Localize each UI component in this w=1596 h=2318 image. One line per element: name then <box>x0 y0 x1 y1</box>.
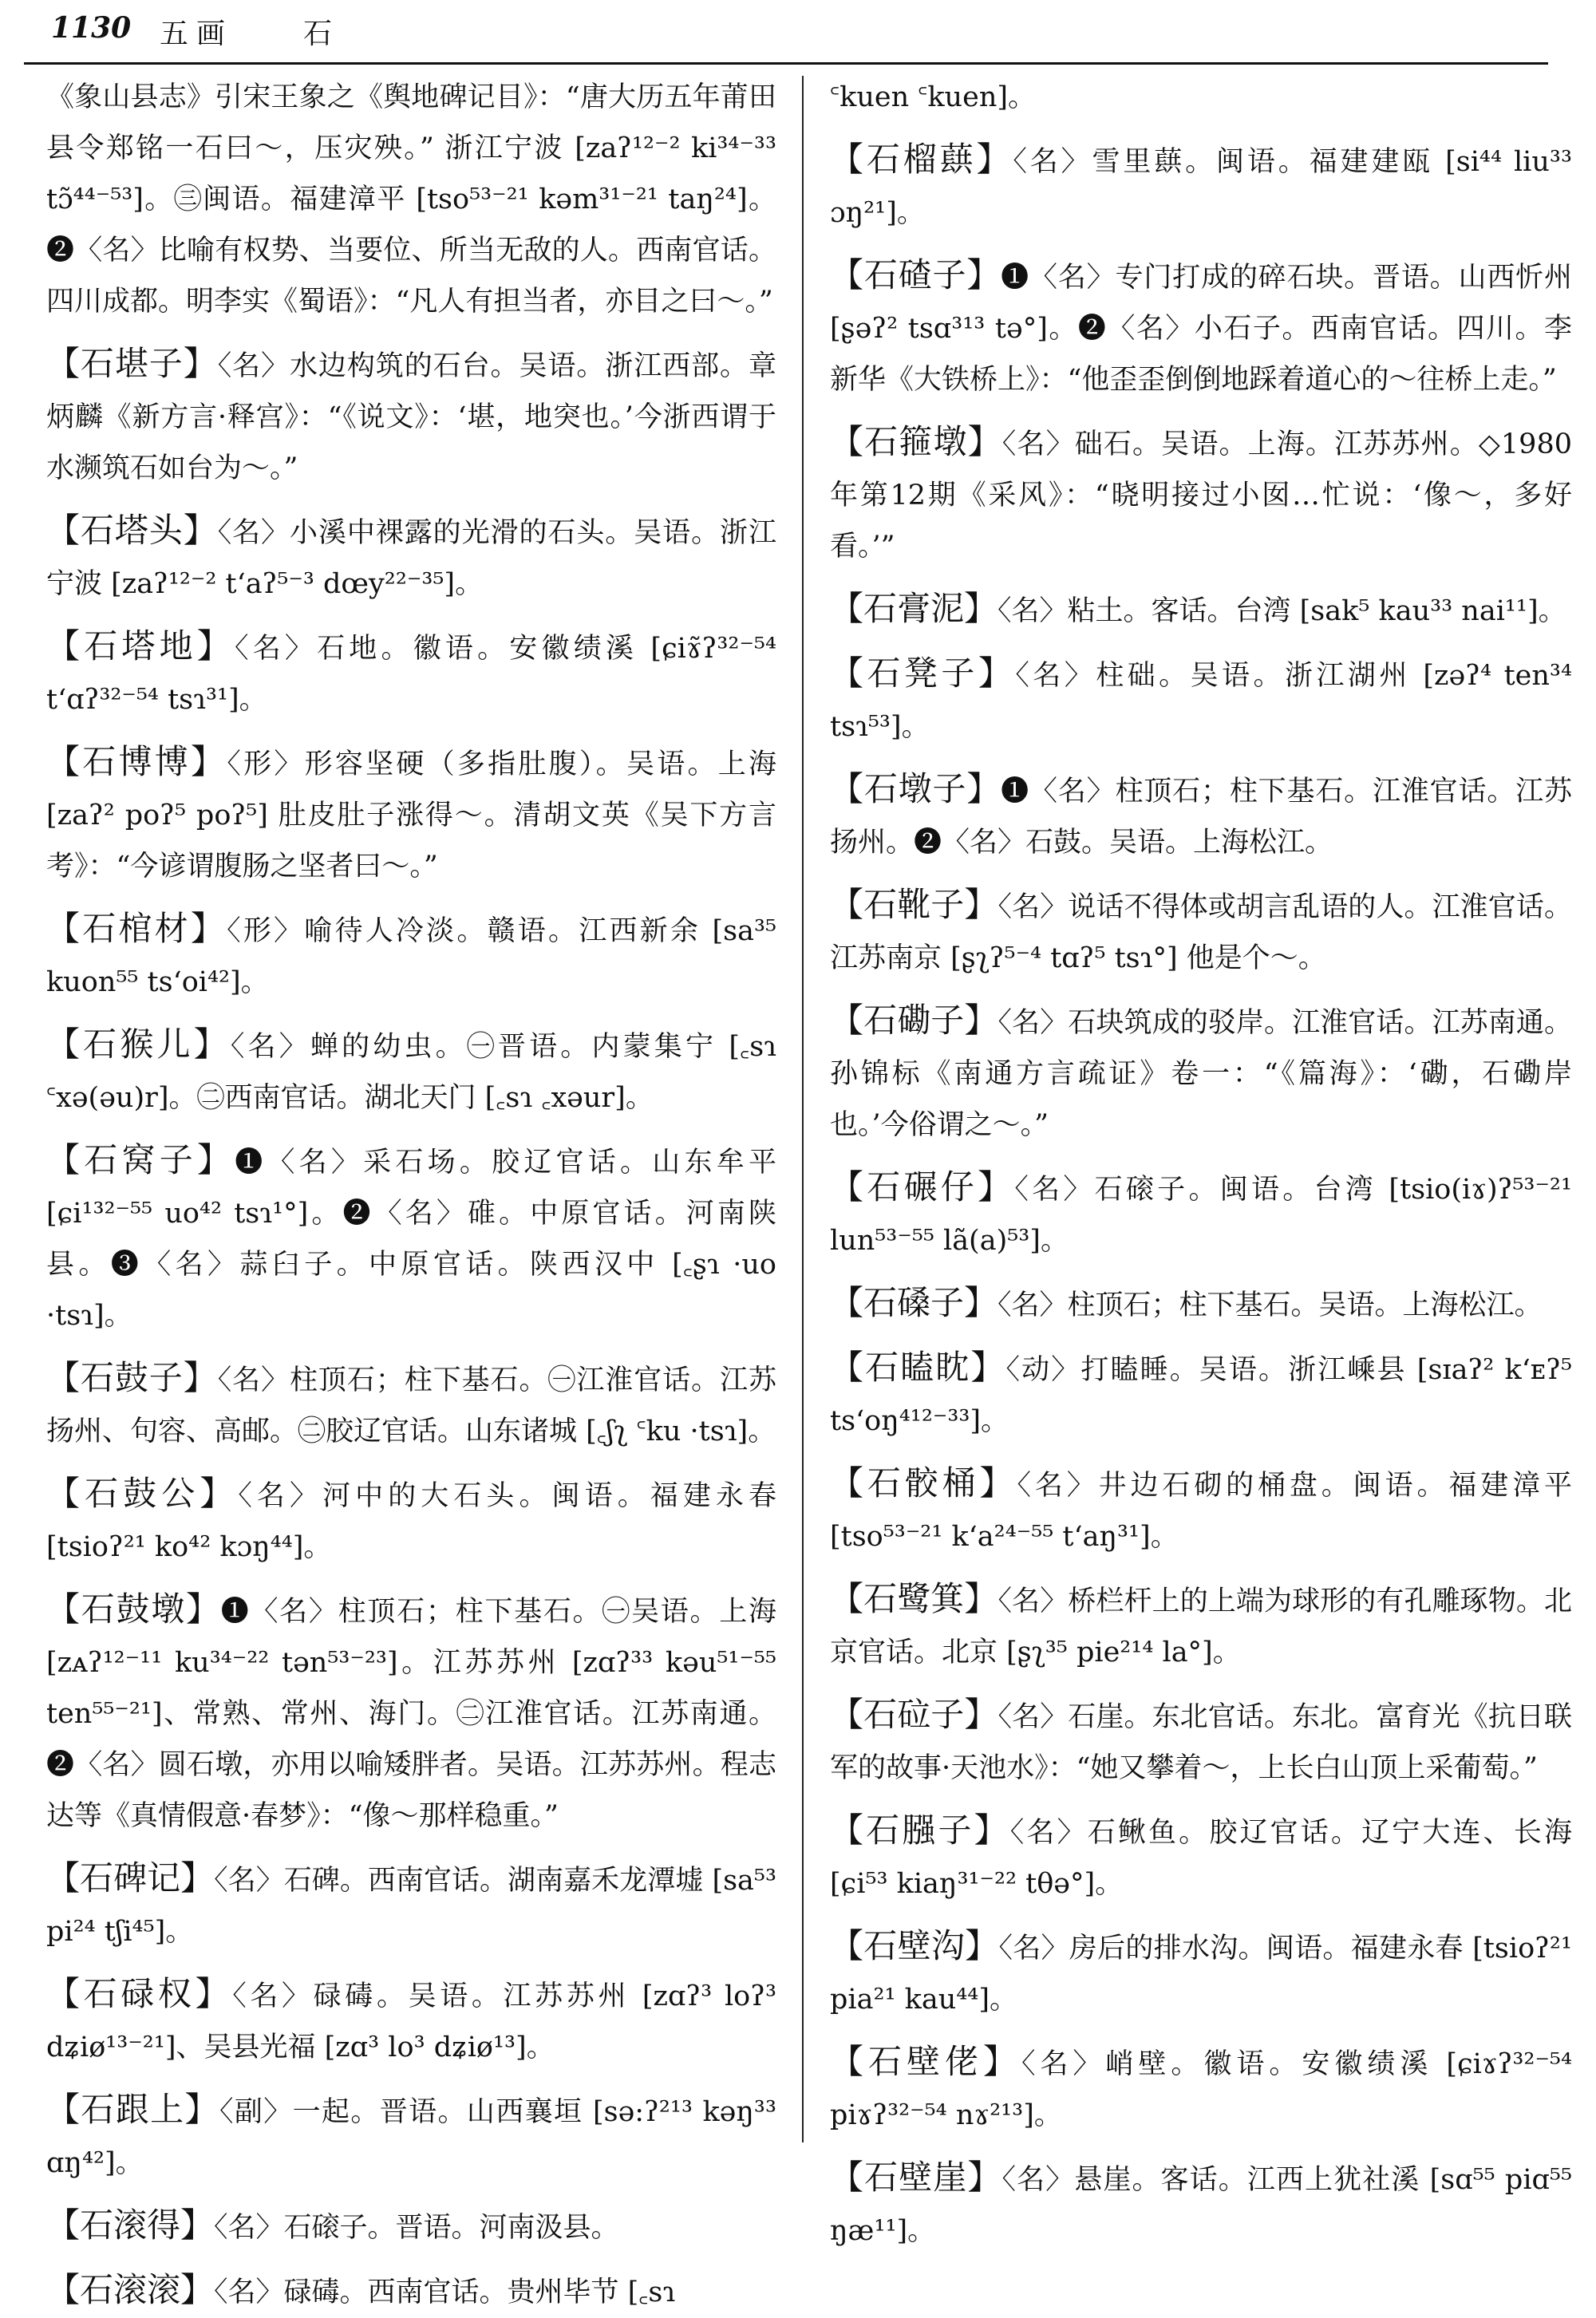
entry-headword: 【石堪子】 <box>46 344 218 383</box>
entry-definition: 〈名〉柱础。吴语。浙江湖州 [zəʔ⁴ ten³⁴ tsɿ⁵³]。 <box>830 660 1572 743</box>
entry-definition: 〈名〉房后的排水沟。闽语。福建永春 [tsioʔ²¹ pia²¹ kau⁴⁴]。 <box>830 1933 1572 2016</box>
entry-headword: 【石碌权】 <box>46 1974 233 2013</box>
page-header <box>24 0 1548 65</box>
dictionary-entry <box>830 2152 1572 2257</box>
entry-headword: 【石碴子】 <box>830 255 1001 294</box>
dictionary-entry <box>830 1162 1572 1266</box>
dictionary-entry <box>46 505 776 610</box>
dictionary-entry <box>46 736 776 892</box>
dictionary-entry <box>46 72 776 327</box>
entry-definition: 《象山县志》引宋王象之《舆地碑记目》：“唐大历五年莆田县令郑铭一石曰～，压灾殃。” 浙江宁波 [zaʔ¹²⁻² ki³⁴⁻³³ tɔ̃⁴⁴⁻⁵³]。㊂闽语。福建漳平 [tso⁵³⁻²¹ kəm³¹⁻²¹ taŋ²⁴]。❷〈名〉比喻有权势、当要位、所当无敌的人。西南官话。四川成都。明李实《蜀语》：“凡人有担当者，亦目之曰～。” <box>46 81 776 318</box>
entry-definition: 〈副〉一起。晋语。山西襄垣 [sə:ʔ²¹³ kəŋ³³ ɑŋ⁴²]。 <box>46 2096 776 2179</box>
dictionary-entry <box>46 1135 776 1341</box>
dictionary-entry <box>830 1342 1572 1447</box>
dictionary-entry <box>46 1853 776 1957</box>
stroke-count: 五画 <box>160 18 234 50</box>
dictionary-entry <box>830 1277 1572 1331</box>
entry-headword: 【石凳子】 <box>830 654 1016 693</box>
dictionary-entry <box>46 621 776 725</box>
entry-definition: 〈名〉雪里蕻。闽语。福建建瓯 [si⁴⁴ liu³³ ɔŋ²¹]。 <box>830 146 1572 229</box>
dictionary-entry <box>46 338 776 494</box>
entry-definition: 〈名〉石磙子。晋语。河南汲县。 <box>214 2212 619 2244</box>
entry-headword: 【石棺材】 <box>46 909 227 948</box>
dictionary-entry <box>830 1574 1572 1678</box>
entry-definition: 〈名〉石地。徽语。安徽绩溪 [ɕiɤ̃ʔ³²⁻⁵⁴ t‘ɑʔ³²⁻⁵⁴ tsɿ³¹]。 <box>46 633 776 716</box>
dictionary-entry <box>830 648 1572 752</box>
entry-headword: 【石骹桶】 <box>830 1463 1017 1503</box>
entry-headword: 【石碾仔】 <box>830 1167 1015 1206</box>
entry-headword: 【石鹭箕】 <box>830 1579 998 1618</box>
entry-definition: 〈名〉柱顶石；柱下基石。吴语。上海松江。 <box>998 1289 1543 1321</box>
dictionary-entry <box>46 903 776 1008</box>
dictionary-entry <box>830 2036 1572 2141</box>
entry-definition: ❶〈名〉专门打成的碎石块。晋语。山西忻州 [ʂəʔ² tsɑ³¹³ tə°]。❷〈名〉小石子。西南官话。四川。李新华《大铁桥上》：“他歪歪倒倒地踩着道心的～往桥上走。” <box>830 262 1572 396</box>
dictionary-entry <box>830 583 1572 637</box>
entry-headword: 【石塔地】 <box>46 626 235 665</box>
dictionary-entry <box>830 1921 1572 2025</box>
entry-headword: 【石磡子】 <box>830 1001 998 1040</box>
entry-definition: 〈名〉蝉的幼虫。㊀晋语。内蒙集宁 [꜀sɿ ꜂xə(əu)r]。㊁西南官话。湖北天门 [꜀sɿ ꜀xəur]。 <box>46 1031 776 1114</box>
entry-definition: ❶〈名〉柱顶石；柱下基石。㊀吴语。上海 [zᴀʔ¹²⁻¹¹ ku³⁴⁻²² tən⁵³⁻²³]。江苏苏州 [zɑʔ³³ kəu⁵¹⁻⁵⁵ ten⁵⁵⁻²¹]、常熟、常州、海门。㊁江淮官话。江苏南通。❷〈名〉圆石墩，亦用以喻矮胖者。吴语。江苏苏州。程志达等《真情假意·春梦》：“像～那样稳重。” <box>46 1596 776 1832</box>
entry-headword: 【石鼓公】 <box>46 1474 239 1513</box>
entry-definition: ❶〈名〉采石场。胶辽官话。山东牟平 [ɕi¹³²⁻⁵⁵ uo⁴² tsɿ¹°]。❷〈名〉碓。中原官话。河南陕县。❸〈名〉蒜臼子。中原官话。陕西汉中 [꜀ʂɿ ·uo ·tsɿ]。 <box>46 1147 776 1332</box>
entry-definition: 〈名〉石碑。西南官话。湖南嘉禾龙潭墟 [sa⁵³ pi²⁴ tʃi⁴⁵]。 <box>46 1865 776 1948</box>
entry-definition: 〈名〉井边石砌的桶盘。闽语。福建漳平 [tso⁵³⁻²¹ k‘a²⁴⁻⁵⁵ t‘aŋ³¹]。 <box>830 1470 1572 1553</box>
entry-headword: 【石猴儿】 <box>46 1025 231 1064</box>
entry-headword: 【石窝子】 <box>46 1140 235 1179</box>
dictionary-entry <box>46 2084 776 2189</box>
radical: 石 <box>303 18 333 50</box>
entry-definition: 〈形〉形容坚硬（多指肚腹）。吴语。上海 [zaʔ² poʔ⁵ poʔ⁵] 肚皮肚子涨得～。清胡文英《吴下方言考》：“今谚谓腹肠之坚者曰～。” <box>46 748 776 883</box>
entry-headword: 【石壁沟】 <box>830 1926 999 1965</box>
entry-headword: 【石鼓墩】 <box>46 1589 221 1629</box>
entry-headword: 【石碑记】 <box>46 1858 215 1897</box>
entry-definition: 〈名〉础石。吴语。上海。江苏苏州。◇1980年第12期《采风》：“晓明接过小囡…忙说：‘像～，多好看。’” <box>830 428 1572 563</box>
entry-headword: 【石博博】 <box>46 742 227 781</box>
entry-definition: 〈名〉小溪中裸露的光滑的石头。吴语。浙江宁波 [zaʔ¹²⁻² t‘aʔ⁵⁻³ dœy²²⁻³⁵]。 <box>46 517 776 600</box>
dictionary-entry <box>830 879 1572 984</box>
dictionary-entry <box>46 1969 776 2073</box>
dictionary-entry <box>830 250 1572 405</box>
dictionary-entry <box>830 72 1572 123</box>
right-column <box>830 72 1572 2247</box>
dictionary-entry <box>46 1468 776 1573</box>
dictionary-entry <box>46 2265 776 2318</box>
column-divider <box>802 76 804 2142</box>
dictionary-entry <box>46 2200 776 2253</box>
entry-headword: 【石滚滚】 <box>46 2270 215 2309</box>
dictionary-entry <box>830 1689 1572 1794</box>
entry-headword: 【石滚得】 <box>46 2205 215 2245</box>
entry-definition: 〈形〉喻待人冷淡。赣语。江西新余 [sa³⁵ kuon⁵⁵ ts‘oi⁴²]。 <box>46 915 776 998</box>
entry-headword: 【石榴蕻】 <box>830 140 1013 179</box>
dictionary-entry <box>46 1019 776 1123</box>
dictionary-entry <box>46 1352 776 1457</box>
dictionary-entry <box>830 995 1572 1151</box>
entry-definition: 〈名〉河中的大石头。闽语。福建永春 [tsioʔ²¹ ko⁴² kɔŋ⁴⁴]。 <box>46 1480 776 1563</box>
dictionary-entry <box>830 1805 1572 1909</box>
entry-headword: 【石塔头】 <box>46 511 218 550</box>
entry-definition: 〈名〉碌碡。吴语。江苏苏州 [zɑʔ³ loʔ³ dʑiø¹³⁻²¹]、吴县光福 [zɑ³ lo³ dʑiø¹³]。 <box>46 1980 776 2063</box>
entry-headword: 【石跟上】 <box>46 2090 219 2129</box>
entry-definition: 〈名〉碌碡。西南官话。贵州毕节 [꜀sɿ <box>214 2277 676 2308</box>
dictionary-entry <box>830 764 1572 868</box>
entry-definition: 〈名〉桥栏杆上的上端为球形的有孔雕琢物。北京官话。北京 [ʂʅ³⁵ pie²¹⁴ la°]。 <box>830 1585 1572 1668</box>
entry-headword: 【石膙子】 <box>830 1811 1010 1850</box>
entry-definition: 〈名〉石鳅鱼。胶辽官话。辽宁大连、长海 [ɕi⁵³ kiaŋ³¹⁻²² tθə°]。 <box>830 1817 1572 1900</box>
entry-definition: 〈名〉柱顶石；柱下基石。㊀江淮官话。江苏扬州、句容、高邮。㊁胶辽官话。山东诸城 [꜀ʃʅ ꜂ku ·tsɿ]。 <box>46 1364 776 1447</box>
entry-definition: 〈名〉石磙子。闽语。台湾 [tsio(iɤ)ʔ⁵³⁻²¹ lun⁵³⁻⁵⁵ lã(a)⁵³]。 <box>830 1174 1572 1257</box>
entry-definition: 〈名〉峭壁。徽语。安徽绩溪 [ɕiɤʔ³²⁻⁵⁴ piɤʔ³²⁻⁵⁴ nɤ²¹³]。 <box>830 2048 1572 2131</box>
entry-headword: 【石靴子】 <box>830 885 998 924</box>
page-number: 1130 <box>51 11 132 45</box>
entry-definition: 〈名〉石块筑成的驳岸。江淮官话。江苏南通。孙锦标《南通方言疏证》卷一：“《篇海》：‘磡，石磡岸也。’今俗谓之～。” <box>830 1007 1572 1141</box>
dictionary-entry <box>830 134 1572 239</box>
entry-definition: ❶〈名〉柱顶石；柱下基石。江淮官话。江苏扬州。❷〈名〉石鼓。吴语。上海松江。 <box>830 776 1572 859</box>
entry-definition: 〈名〉说话不得体或胡言乱语的人。江淮官话。江苏南京 [ʂʅʔ⁵⁻⁴ tɑʔ⁵ tsɿ°] 他是个～。 <box>830 891 1572 974</box>
entry-headword: 【石壁佬】 <box>830 2042 1021 2081</box>
entry-headword: 【石墩子】 <box>830 769 1001 808</box>
entry-definition: 〈名〉水边构筑的石台。吴语。浙江西部。章炳麟《新方言·释宫》：“《说文》：‘堪，地突也。’今浙西谓于水濒筑石如台为～。” <box>46 350 776 484</box>
entry-definition: ꜂kuen ꜂kuen]。 <box>830 81 1037 113</box>
entry-definition: 〈名〉石崖。东北官话。东北。富育光《抗日联军的故事·天池水》：“她又攀着～，上长白山顶上采葡萄。” <box>830 1701 1572 1784</box>
entry-headword: 【石瞌眈】 <box>830 1348 1006 1387</box>
entry-headword: 【石鼓子】 <box>46 1358 218 1397</box>
entry-definition: 〈名〉悬崖。客话。江西上犹社溪 [sɑ⁵⁵ piɑ⁵⁵ ŋæ¹¹]。 <box>830 2164 1572 2247</box>
entry-headword: 【石膏泥】 <box>830 589 998 628</box>
entry-headword: 【石箍墩】 <box>830 422 1002 461</box>
left-column <box>46 72 776 2309</box>
dictionary-entry <box>830 417 1572 572</box>
entry-definition: 〈名〉粘土。客话。台湾 [sak⁵ kau³³ nai¹¹]。 <box>998 595 1566 627</box>
entry-headword: 【石砬子】 <box>830 1695 998 1734</box>
entry-headword: 【石磉子】 <box>830 1283 998 1322</box>
entry-headword: 【石壁崖】 <box>830 2158 1002 2197</box>
entry-definition: 〈动〉打瞌睡。吴语。浙江嵊县 [sɪaʔ² k‘ᴇʔ⁵ ts‘oŋ⁴¹²⁻³³]。 <box>830 1354 1572 1437</box>
dictionary-entry <box>830 1458 1572 1562</box>
dictionary-entry <box>46 1584 776 1842</box>
